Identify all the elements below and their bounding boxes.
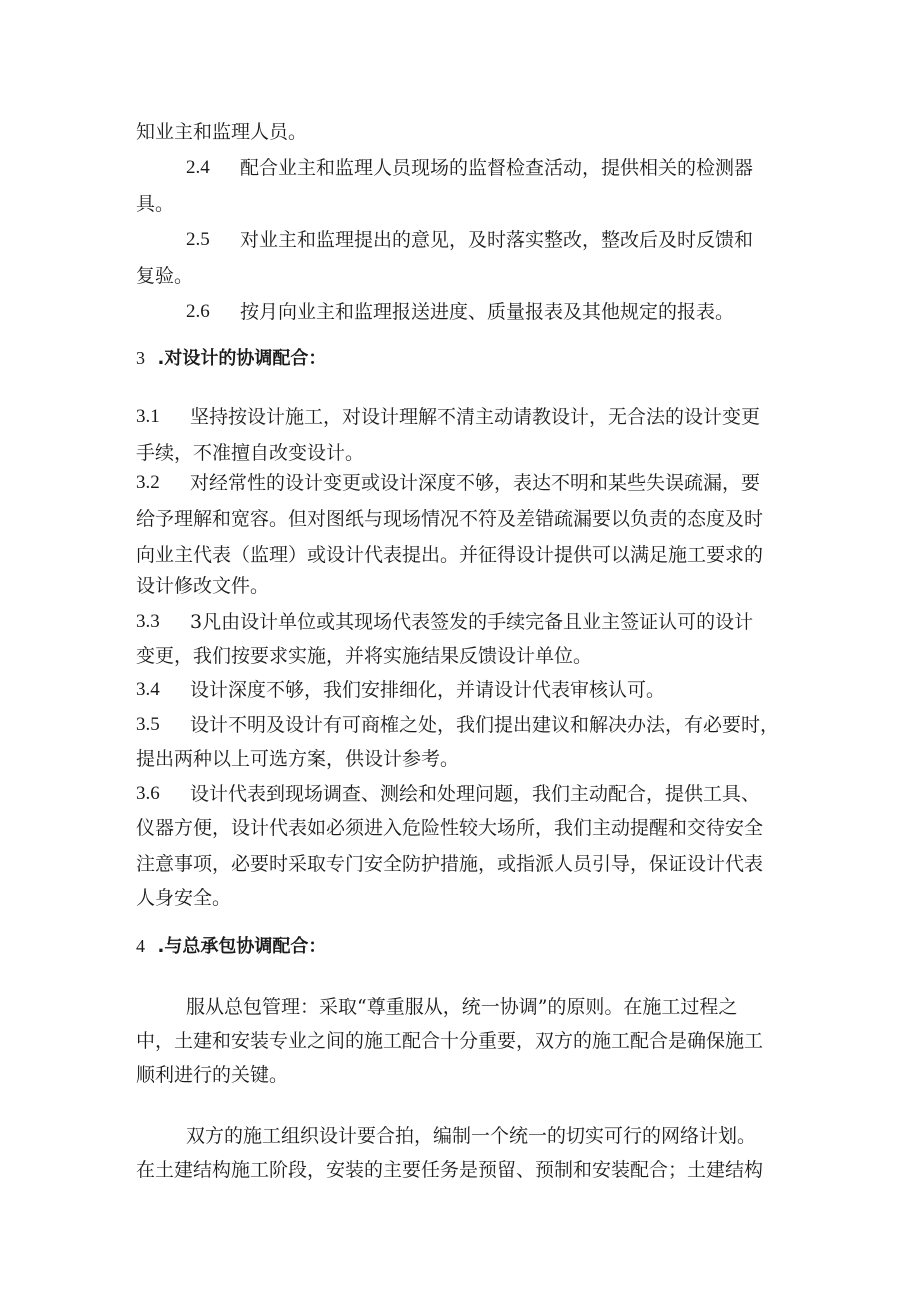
item-text-continued: 注意事项，必要时采取专门安全防护措施，或指派人员引导，保证设计代表 [136, 853, 764, 875]
item-number: 2.4 [186, 157, 210, 178]
item-text-continued: 变更，我们按要求实施，并将实施结果反馈设计单位。 [136, 645, 593, 667]
section-number: 4 [136, 936, 145, 956]
item-text: 设计深度不够，我们安排细化，并请设计代表审核认可。 [190, 679, 666, 701]
item-text-continued: 给予理解和宽容。但对图纸与现场情况不符及差错疏漏要以负责的态度及时 [136, 508, 764, 530]
item-text: 按月向业主和监理报送进度、质量报表及其他规定的报表。 [240, 301, 735, 323]
item-number: 3.2 [136, 472, 160, 493]
item-text: 对经常性的设计变更或设计深度不够，表达不明和某些失误疏漏，要 [190, 472, 761, 494]
item-text-continued: 人身安全。 [136, 887, 232, 909]
item-text: 设计不明及设计有可商榷之处，我们提出建议和解决办法，有必要时， [190, 714, 780, 736]
paragraph-line: 服从总包管理：采取“尊重服从，统一协调”的原则。在施工过程之 [186, 996, 738, 1018]
paragraph-line: 双方的施工组织设计要合拍，编制一个统一的切实可行的网络计划。 [186, 1125, 757, 1147]
section-heading [136, 928, 326, 965]
paragraph-line: 中，土建和安装专业之间的施工配合十分重要，双方的施工配合是确保施工 [136, 1030, 764, 1052]
item-number: 2.5 [186, 229, 210, 250]
paragraph-line: 在土建结构施工阶段，安装的主要任务是预留、预制和安装配合；土建结构 [136, 1159, 764, 1181]
section-title: .对设计的协调配合： [157, 348, 327, 369]
item-text: 设计代表到现场调查、测绘和处理问题，我们主动配合，提供工具、 [190, 783, 761, 805]
section-title: .与总承包协调配合： [157, 936, 327, 957]
item-number: 3.1 [136, 406, 160, 427]
item-text-continued: 仪器方便，设计代表如必须进入危险性较大场所，我们主动提醒和交待安全 [136, 817, 764, 839]
item-text-continued: 具。 [136, 193, 175, 215]
paragraph-line: 顺利进行的关键。 [136, 1064, 289, 1086]
item-number: 3.3 [136, 611, 160, 632]
item-text-continued: 提出两种以上可选方案，供设计参考。 [136, 748, 460, 770]
item-text-continued: 复验。 [136, 265, 194, 287]
item-text: 对业主和监理提出的意见，及时落实整改，整改后及时反馈和 [240, 229, 754, 251]
item-text: 坚持按设计施工，对设计理解不清主动请教设计，无合法的设计变更 [190, 406, 761, 428]
section-number: 3 [136, 348, 145, 368]
item-text: 3凡由设计单位或其现场代表签发的手续完备且业主签证认可的设计 [190, 611, 754, 633]
item-number: 3.4 [136, 679, 160, 700]
item-number: 3.6 [136, 783, 160, 804]
item-text-continued: 设计修改文件。 [136, 575, 270, 597]
item-number: 3.5 [136, 714, 160, 735]
item-text: 配合业主和监理人员现场的监督检查活动，提供相关的检测器 [240, 157, 754, 179]
item-number: 2.6 [186, 301, 210, 322]
item-text-continued: 手续，不准擅自改变设计。 [136, 442, 365, 464]
section-heading [136, 340, 326, 377]
item-text-continued: 向业主代表（监理）或设计代表提出。并征得设计提供可以满足施工要求的 [136, 544, 764, 566]
paragraph-line: 知业主和监理人员。 [136, 121, 308, 143]
